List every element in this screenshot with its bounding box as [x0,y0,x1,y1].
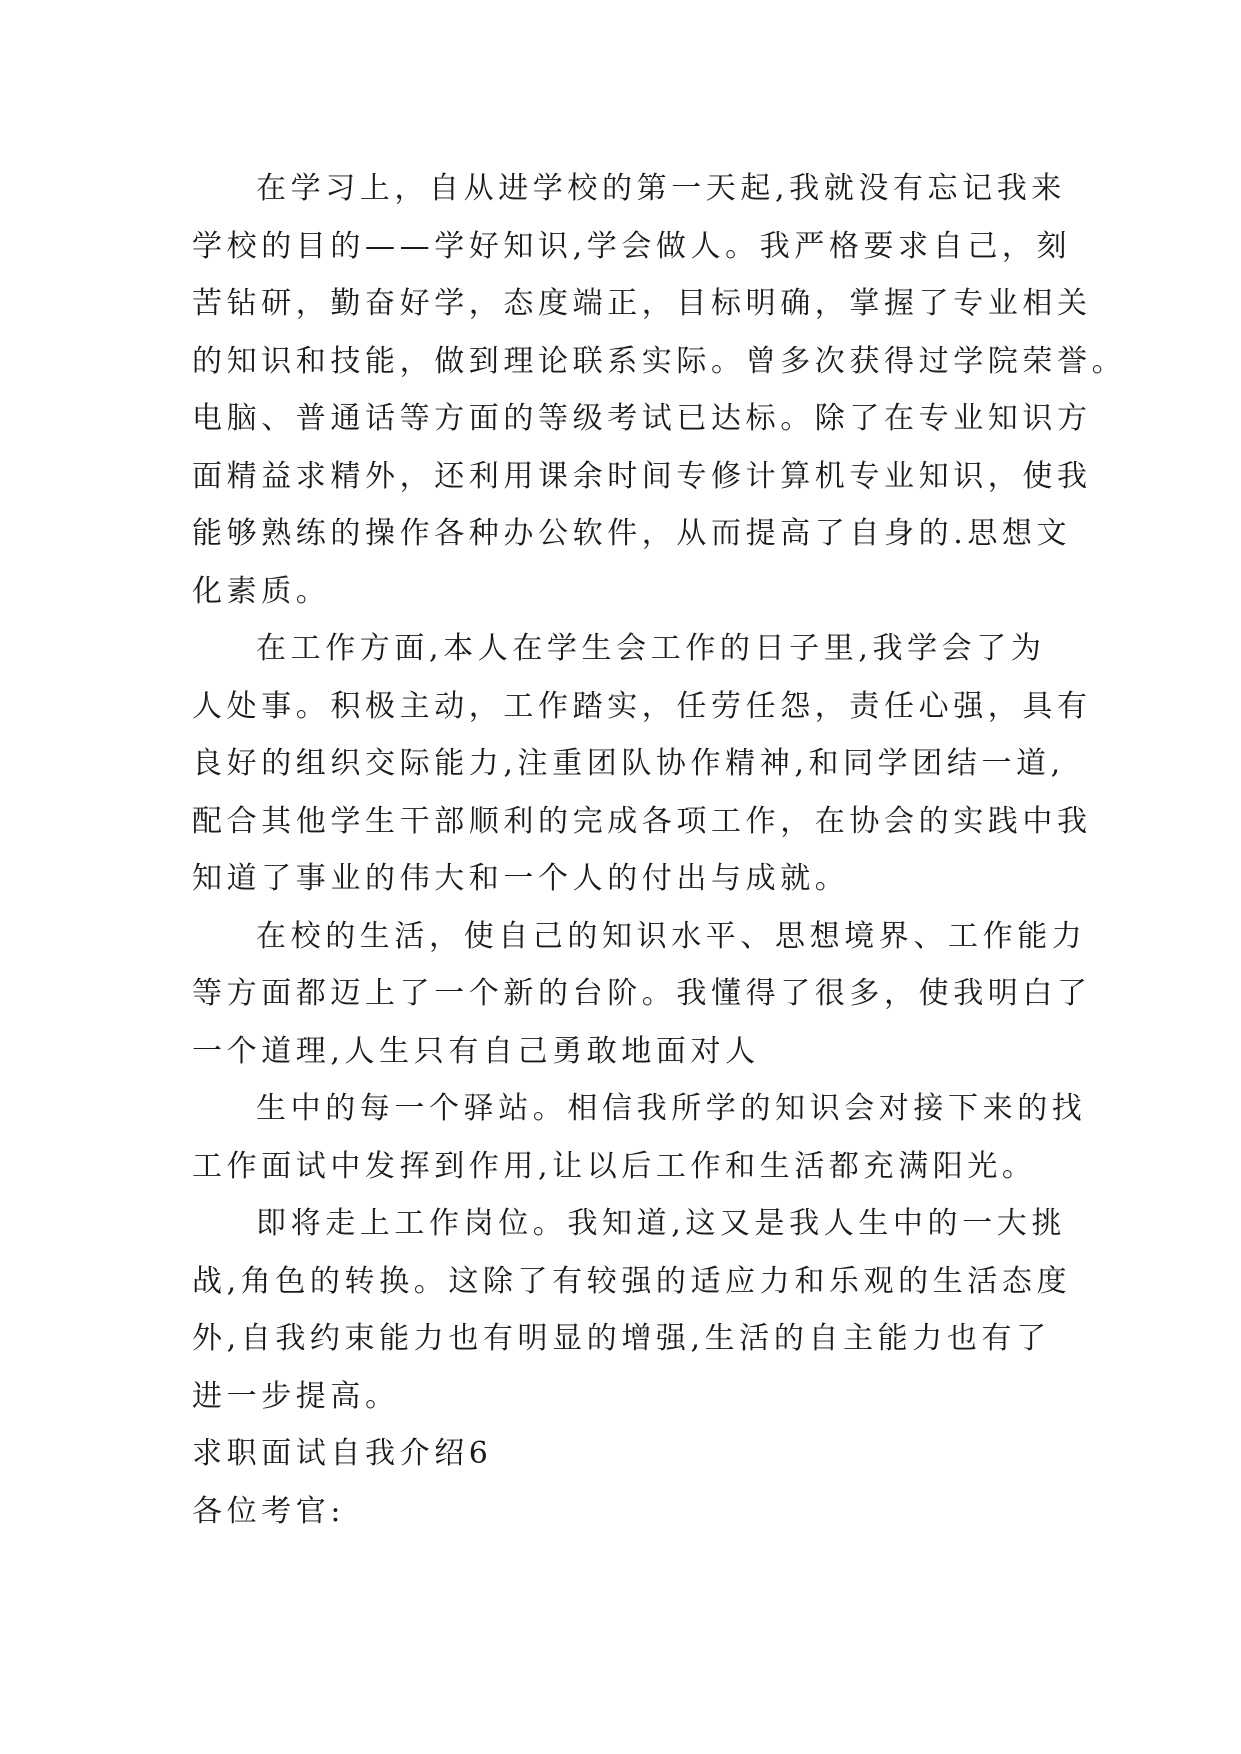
text-line: 人处事。积极主动，工作踏实，任劳任怨，责任心强，具有 [192,688,1092,724]
text-line: 知道了事业的伟大和一个人的付出与成就。 [192,861,850,896]
text-line: 配合其他学生干部顺利的完成各项工作，在协会的实践中我 [192,803,1092,839]
document-page [192,160,1127,1540]
text-line: 战,角色的转换。这除了有较强的适应力和乐观的生活态度 [192,1263,1072,1299]
text-line: 良好的组织交际能力,注重团队协作精神,和同学团结一道, [192,746,1065,781]
paragraph-work [192,620,1092,908]
text-line: 在校的生活，使自己的知识水平、思想境界、工作能力 [256,918,1087,954]
text-line: 等方面都迈上了一个新的台阶。我懂得了很多，使我明白了 [192,976,1092,1011]
text-line: 在学习上，自从进学校的第一天起,我就没有忘记我来 [256,171,1066,206]
text-line: 进一步提高。 [192,1378,400,1414]
paragraph-study [192,160,1127,620]
paragraph-life [192,908,1092,1081]
text-line: 即将走上工作岗位。我知道,这又是我人生中的一大挑 [256,1206,1066,1241]
section-title: 求职面试自我介绍6 [192,1436,493,1471]
text-line: 生中的每一个驿站。相信我所学的知识会对接下来的找 [256,1091,1087,1126]
text-line: 电脑、普通话等方面的等级考试已达标。除了在专业知识方 [192,401,1092,436]
text-line: 苦钻研，勤奋好学，态度端正，目标明确，掌握了专业相关 [192,286,1092,321]
text-line: 工作面试中发挥到作用,让以后工作和生活都充满阳光。 [192,1148,1037,1184]
text-line: 外,自我约束能力也有明显的增强,生活的自主能力也有了 [192,1321,1051,1356]
text-line: 能够熟练的操作各种办公软件，从而提高了自身的.思想文 [192,516,1072,551]
text-line: 在工作方面,本人在学生会工作的日子里,我学会了为 [256,631,1046,666]
text-line: 化素质。 [192,573,331,609]
text-line: 一个道理,人生只有自己勇敢地面对人 [192,1033,760,1069]
salutation: 各位考官: [192,1493,346,1529]
paragraph-future [192,1195,1072,1425]
text-line: 学校的目的——学好知识,学会做人。我严格要求自己，刻 [192,228,1072,264]
paragraph-continuation [192,1080,1087,1195]
text-line: 的知识和技能，做到理论联系实际。曾多次获得过学院荣誉。 [192,343,1127,379]
text-line: 面精益求精外，还利用课余时间专修计算机专业知识，使我 [192,458,1092,494]
